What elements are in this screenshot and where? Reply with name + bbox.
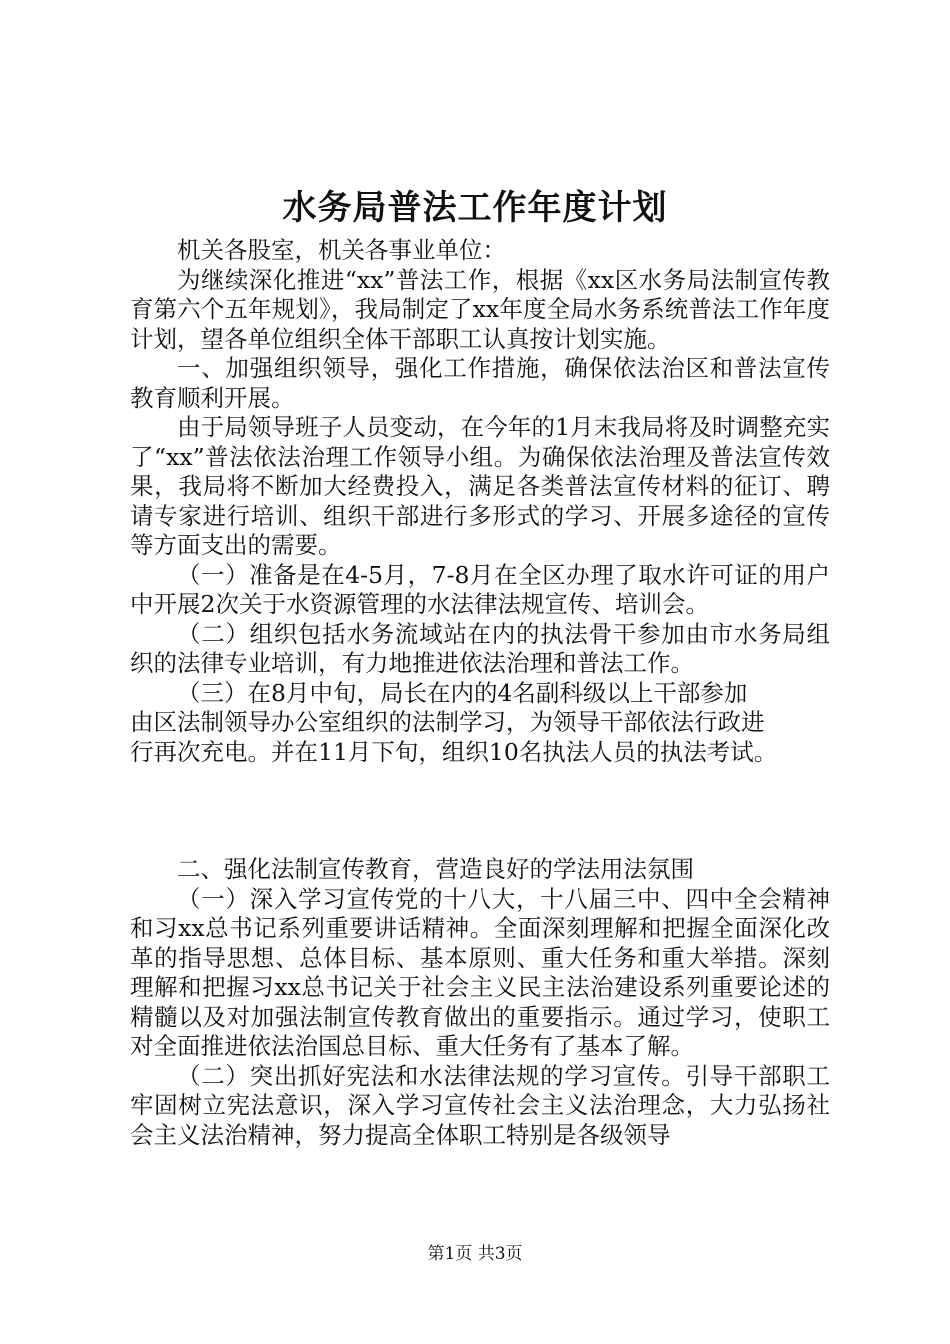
section-heading-2: 二、强化法制宣传教育，营造良好的学法用法氛围 (177, 855, 694, 883)
document-body-part2 (130, 855, 830, 1150)
list-item-4: （一）深入学习宣传党的十八大，十八届三中、四中全会精神和习xx总书记系列重要讲话精神。全面深刻理解和把握全面深化改革的指导思想、总体目标、基本原则、重大任务和重大举措。深刻理解和把握习xx总书记关于社会主义民主法治建设系列重要论述的精髓以及对加强法制宣传教育做出的重要指示。通过学习，使职工对全面推进依法治国总目标、重大任务有了基本了解。 (130, 884, 830, 1060)
list-item-3 (130, 679, 830, 768)
page-footer: 第1页 共3页 (427, 1244, 523, 1264)
document-body-part1 (130, 236, 830, 767)
list-item-3-line-2: 由区法制领导办公室组织的法制学习，为领导干部依法行政进 (130, 708, 765, 736)
list-item-3-line-3: 行再次充电。并在11月下旬，组织10名执法人员的执法考试。 (130, 737, 778, 766)
intro-paragraph: 为继续深化推进“xx”普法工作，根据《xx区水务局法制宣传教育第六个五年规划》，我局制定了xx年度全局水务系统普法工作年度计划，望各单位组织全体干部职工认真按计划实施。 (130, 265, 830, 353)
list-item-3-line-1: （三）在8月中旬，局长在内的4名副科级以上干部参加 (177, 678, 748, 707)
list-item-5: （二）突出抓好宪法和水法律法规的学习宣传。引导干部职工牢固树立宪法意识，深入学习宣传社会主义法治理念，大力弘扬社会主义法治精神，努力提高全体职工特别是各级领导 (130, 1061, 830, 1149)
list-item-2: （二）组织包括水务流域站在内的执法骨干参加由市水务局组织的法律专业培训，有力地推进依法治理和普法工作。 (130, 619, 830, 677)
list-item-1: （一）准备是在4-5月，7-8月在全区办理了取水许可证的用户中开展2次关于水资源管理的水法律法规宣传、培训会。 (130, 560, 830, 618)
body-paragraph: 由于局领导班子人员变动，在今年的1月末我局将及时调整充实了“xx”普法依法治理工作领导小组。为确保依法治理及普法宣传效果，我局将不断加大经费投入，满足各类普法宣传材料的征订、聘请专家进行培训、组织干部进行多形式的学习、开展多途径的宣传等方面支出的需要。 (130, 413, 830, 559)
page-title: 水务局普法工作年度计划 (282, 188, 668, 228)
section-heading-1: 一、加强组织领导，强化工作措施，确保依法治区和普法宣传教育顺利开展。 (130, 354, 830, 412)
salutation-paragraph: 机关各股室，机关各事业单位： (177, 236, 506, 264)
